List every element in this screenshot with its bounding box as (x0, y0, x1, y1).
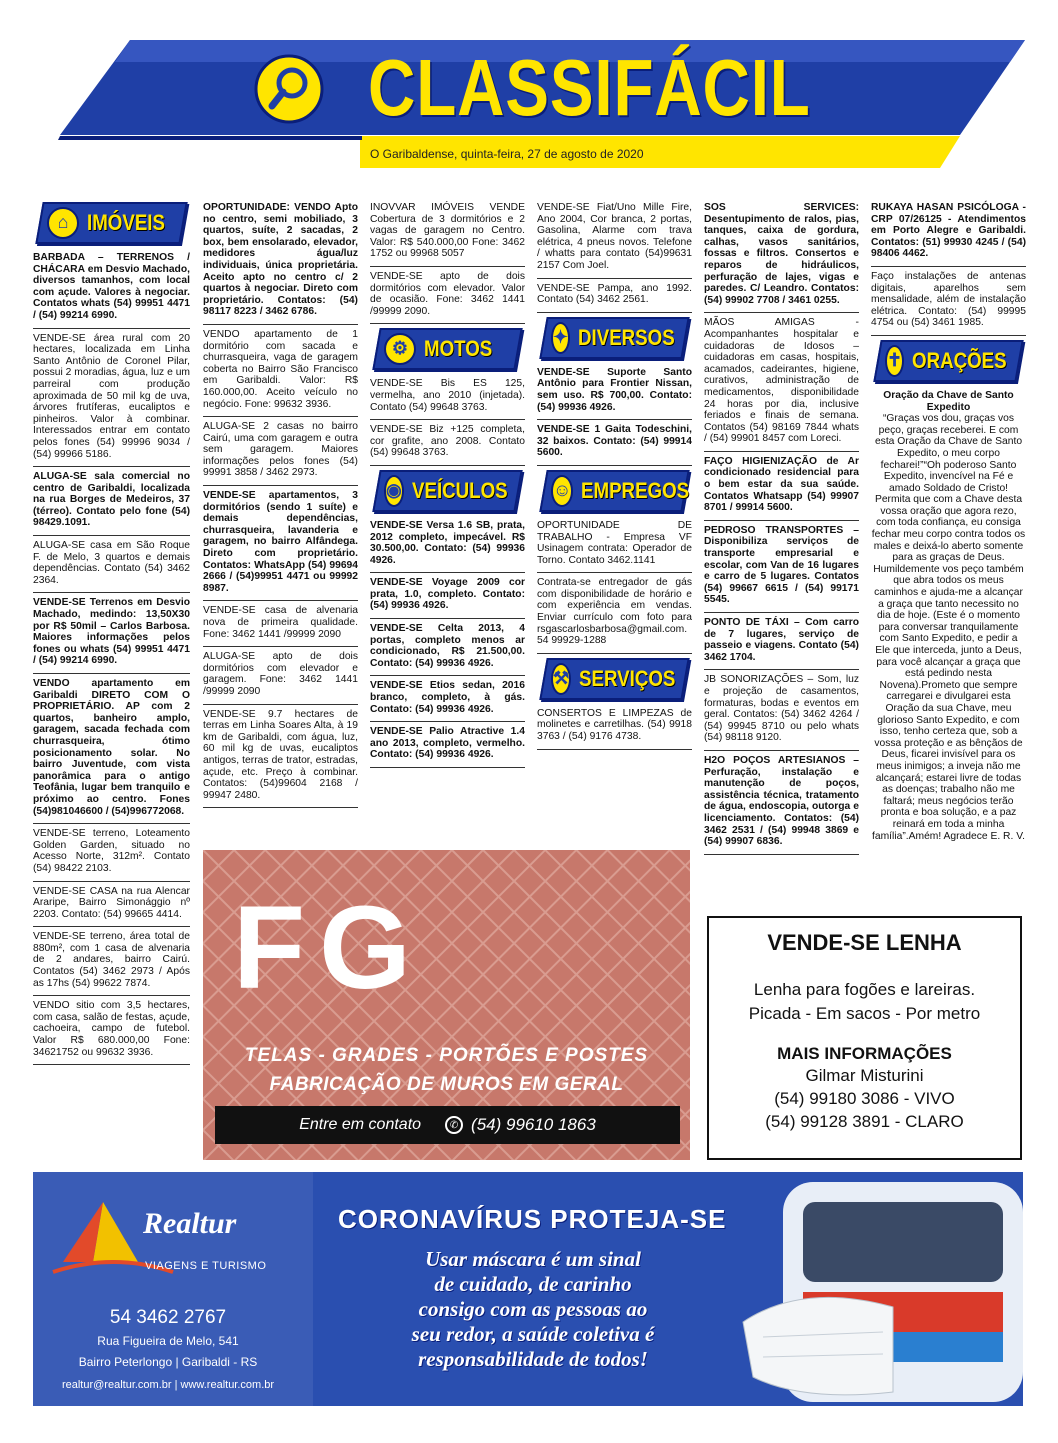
tools-icon: ✦ (551, 322, 570, 354)
classified-ad: Contrata-se entregador de gás com disponibilidade de horário e com experiência em vendas. Enviar currículo com foto para rsgascarlosbarbosa@gmail.com. 54 99929-1288 (537, 573, 692, 654)
classified-ad: Faço instalações de antenas digitais, aparelhos sem mensalidade, além de instalação elétrica. Contato: (54) 99995 4754 ou (54) 3461 1985. (871, 267, 1026, 336)
fg-advertisement (203, 850, 690, 1160)
lenha-name: Gilmar Misturini (805, 1066, 924, 1085)
classified-ad: SOS SERVICES: Desentupimento de ralos, pias, tanques, caixa de gordura, calhas, vasos sanitários, fossas e filtros. Consertos e reparos de hidráulicos, perfuração de lajes, vigas e paredes. C/ Leandro. Contatos: (54) 99902 7708 / 3461 0255. (704, 198, 859, 313)
classified-ad: PONTO DE TÁXI – Com carro de 7 lugares, serviço de passeio e viagens. Contato (54) 3462 1704. (704, 613, 859, 670)
classified-ad: H2O POÇOS ARTESIANOS – Perfuração, instalação e manutenção de poços, assistência técnica, tratamento de água, endoscopia, outorga e licenciamento. Contatos: (54) 3462 2531 / (54) 99948 3869 e (54) 99907 6836. (704, 751, 859, 855)
fg-contact-bar (215, 1106, 680, 1144)
classified-ad: VENDE-SE Palio Atractive 1.4 ano 2013, completo, vermelho. Contato: (54) 99936 4926. (370, 722, 525, 768)
bus-with-mask-image (723, 1172, 1023, 1406)
realtur-address: Rua Figueira de Melo, 541 (97, 1334, 239, 1348)
fg-phone: (54) 99610 1863 (471, 1115, 596, 1134)
section-title: SERVIÇOS (579, 666, 676, 692)
search-icon (252, 52, 326, 126)
classified-ad: PEDROSO TRANSPORTES – Disponibiliza serviços de transporte empresarial e escolar, com Van de 16 lugares e carro de 5 lugares. Contatos (54) 99667 6615 / (54) 99171 5545. (704, 521, 859, 613)
classified-ad: VENDE-SE Terrenos em Desvio Machado, medindo: 13,50X30 por R$ 50mil – Carlos Barbosa. Maiores informações pelos fones ou whats (54) 99951 4471 / (54) 99214 6990. (33, 593, 190, 674)
section-empregos (539, 470, 689, 512)
prayer (871, 386, 1026, 848)
section-title: IMÓVEIS (87, 210, 165, 236)
classified-ad: VENDE-SE terreno, área total de 880m², com 1 casa de alvenaria de 2 andares, bairro Cairú. Contatos (54) 3462 2973 / Após as 17hs (54) 99622 7874. (33, 927, 190, 996)
lenha-phone: (54) 99180 3086 - VIVO (774, 1089, 955, 1108)
classified-ad: ALUGA-SE sala comercial no centro de Garibaldi, localizada na rua Borges de Medeiros, 37 (térreo). Contato pelo fone (54) 98429.1091. (33, 467, 190, 536)
prayer-title: Oração da Chave de Santo Expedito (883, 389, 1014, 413)
classified-ad: VENDE-SE Pampa, ano 1992. Contato (54) 3462 2561. (537, 279, 692, 313)
realtur-address: Bairro Peterlongo | Garibaldi - RS (78, 1355, 258, 1369)
section-title: EMPREGOS (581, 478, 690, 504)
section-servicos (539, 658, 689, 700)
classified-ad: VENDE-SE casa de alvenaria nova de primeira qualidade. Fone: 3462 1441 /99999 2090 (203, 601, 358, 647)
classified-ad: FAÇO HIGIENIZAÇÃO de Ar condicionado residencial para o bem estar da sua saúde. Contatos Whatsapp (54) 99907 8701 / 99914 5600. (704, 452, 859, 521)
section-title: ORAÇÕES (912, 348, 1007, 374)
classified-ad: OPORTUNIDADE DE TRABALHO - Empresa VF Usinagem contrata: Operador de Torno. Contato 3462.1141 (537, 516, 692, 573)
classified-ad: ALUGA-SE apto de dois dormitórios com elevador e garagem. Fone: 3462 1441 /99999 2090 (203, 647, 358, 704)
worker-icon: ☺ (551, 475, 573, 507)
lenha-advertisement (707, 916, 1022, 1160)
motorcycle-icon: ⚙ (384, 333, 416, 365)
realtur-tagline: VIAGENS E TURISMO (145, 1260, 267, 1272)
realtur-advertisement (33, 1172, 1023, 1406)
section-imoveis (35, 202, 187, 244)
classified-ad: VENDE-SE terreno, Loteamento Golden Garden, situado no Acesso Norte, 312m². Contato (54) 98422 2103. (33, 824, 190, 881)
classified-ad: OPORTUNIDADE: VENDO Apto no centro, semi mobiliado, 3 quartos, suíte, 2 sacadas, 2 box, bem ensolarado, elevador, medidores água/luz individuais, única proprietária. Aceito apto no centro c/ 2 quartos à negociar. Direto com proprietário. Contatos: (54) 98117 8223 / 3462 6786. (203, 198, 358, 325)
classified-ad: VENDO sitio com 3,5 hectares, com casa, salão de festas, açude, cachoeira, campo de futebol. Valor R$ 680.000,00 Fone: 34621752 ou 99632 3936. (33, 996, 190, 1065)
classified-ad: VENDO apartamento em Garibaldi DIRETO COM O PROPRIETÁRIO. AP com 2 quartos, banheiro amplo, garagem, sacada fechada com churrasqueira, ótimo posicionamento solar. No bairro Juventude, com vista panorâmica para o antigo Teofânia, lugar bem tranquilo e próximo ao centro. Fones (54)981046600 / (54)996772068. (33, 674, 190, 824)
message-line: Usar máscara é um sinal (425, 1247, 641, 1271)
classified-ad: CONSERTOS E LIMPEZAS de molinetes e carretilhas. (54) 9918 3763 / (54) 9176 4738. (537, 704, 692, 750)
classified-ad: INOVVAR IMÓVEIS VENDE Cobertura de 3 dormitórios e 2 vagas de garagem no Centro. Valor: R$ 540.000,00 Fone: 3462 1752 ou 99968 5057 (370, 198, 525, 267)
classified-ad: VENDE-SE Versa 1.6 SB, prata, 2012 completo, impecável. R$ 30.500,00. Contato: (54) 99936 4926. (370, 516, 525, 573)
prayer-text: “Graças vos dou, graças vos peço, graças receberei. E com esta Oração da Chave de Santo Expedito, o meu corpo fecharei!”“Oh poderoso Santo Expedito, invencível na Fé e amado Soldado de Cristo! Permita que com a Chave desta vossa oração que agora rezo, com toda confiança, eu consiga fechar meu corpo contra todos os males e deixá-lo aberto somente para as graças de Deus. Humildemente vos peço também que abra todos os meus caminhos e ajuda-me a alcançar a graça que tanto necessito no dia de hoje. (Este é o momento para conversar tranquilamente com Santo Expedito, e pedir a Ele que interceda, junto a Deus, para você alcançar a graça que está pedindo nesta Novena).Prometo que sempre carregarei e divulgarei esta Oração da sua Chave, meu glorioso Santo Expedito, e com isso, tenho certeza que, sob a vossa proteção e as bênçãos de Deus, ficarei invisível para os meus inimigos; a inveja não me alcançará; estarei livre de todas as doenças; trabalho não me faltará; meus negócios terão pronta e boa solução, e a paz reinará em toda a minha família”.Amém! Agradece E. R. V. (871, 413, 1026, 842)
classified-ad: VENDE-SE Suporte Santo Antônio para Frontier Nissan, sem uso. R$ 700,00. Contato: (54) 99936 4926. (537, 363, 692, 420)
section-oracoes (873, 340, 1023, 382)
page-title: CLASSIFÁCIL (368, 43, 811, 132)
classified-ad: VENDE-SE Biz +125 completa, cor grafite, ano 2008. Contato (54) 99648 3763. (370, 420, 525, 466)
classified-ad: VENDE-SE 1 Gaita Todeschini, 32 baixos. Contato: (54) 99914 5600. (537, 420, 692, 466)
fg-service: FABRICAÇÃO DE MUROS EM GERAL (269, 1074, 624, 1095)
fg-products: TELAS - GRADES - PORTÕES E POSTES (244, 1045, 649, 1066)
issue-date: O Garibaldense, quinta-feira, 27 de agosto de 2020 (370, 147, 644, 161)
classified-ad: VENDE-SE área rural com 20 hectares, localizada em Linha Santo Antônio de Coronel Pilar, possui 2 moradias, água, luz e um parreiral com produção aproximada de 50 mil kg de uva, árvores frutíferas, eucaliptos e pinheiros. Valor à combinar. Interessados entrar em contato pelos fones (54) 99996 9034 / (54) 99966 5186. (33, 329, 190, 468)
lenha-phone: (54) 99128 3891 - CLARO (765, 1112, 964, 1131)
classified-ad: BARBADA – TERRENOS / CHÁCARA em Desvio Machado, diversos tamanhos, com local com açude. Valores à negociar. Contatos whats (54) 99951 4471 / (54) 99214 6990. (33, 248, 190, 329)
house-icon: ⌂ (47, 207, 79, 239)
classified-ad: VENDE-SE CASA na rua Alencar Araripe, Bairro Simonággio nº 2203. Contato: (54) 99665 4414. (33, 882, 190, 928)
classified-ad: JB SONORIZAÇÕES – Som, luz e projeção de casamentos, formaturas, bodas e eventos em geral. Contatos: (54) 3462 4264 / (54) 99945 8710 ou pelo whats (54) 98118 9120. (704, 670, 859, 751)
fg-contact-label: Entre em contato (299, 1116, 422, 1133)
section-veiculos (372, 470, 522, 512)
lenha-desc: Lenha para fogões e lareiras. (753, 980, 976, 999)
classified-ad: VENDE-SE Bis ES 125, vermelha, ano 2010 (injetada). Contato (54) 99648 3763. (370, 374, 525, 420)
classified-ad: RUKAYA HASAN PSICÓLOGA - CRP 07/26125 - Atendimentos em Porto Alegre e Garibaldi. Contatos: (51) 99930 4245 / (54) 98406 4462. (871, 198, 1026, 267)
realtur-web: realtur@realtur.com.br | www.realtur.com.br (61, 1379, 275, 1391)
phone-icon: ✆ (445, 1116, 463, 1134)
realtur-phone: 54 3462 2767 (109, 1307, 227, 1328)
classified-ad: VENDE-SE Voyage 2009 cor prata, 1.0, completo. Contato: (54) 99936 4926. (370, 573, 525, 619)
fg-logo: FG (233, 882, 425, 1014)
message-line: responsabilidade de todos! (418, 1347, 648, 1371)
lenha-desc: Picada - Em sacos - Por metro (748, 1004, 981, 1023)
realtur-message (363, 1247, 703, 1372)
classified-ad: MÃOS AMIGAS - Acompanhantes hospitalar e cuidadoras de Idosos – cuidadoras em casas, hospitais, acamados, cadeirantes, higiene, curativos, administração de medicamentos, disponibilidade 24 horas por dia, inclusive feriados e finais de semana. Contatos (54) 98169 7844 whats / (54) 99901 8457 com Loreci. (704, 313, 859, 452)
classified-ad: VENDE-SE apto de dois dormitórios com elevador. Valor de ocasião. Fone: 3462 1441 /99999 2090. (370, 267, 525, 324)
column-2 (203, 198, 358, 808)
classified-ad: ALUGA-SE 2 casas no bairro Cairú, uma com garagem e outra sem garagem. Maiores informações pelos fones (54) 99991 3858 / 3462 2973. (203, 417, 358, 486)
page-header (0, 0, 1058, 190)
classified-ad: ALUGA-SE casa em São Roque F. de Melo, 3 quartos e demais dependências. Contato (54) 3462 2364. (33, 536, 190, 593)
classified-ad: VENDO apartamento de 1 dormitório com sacada e churrasqueira, vaga de garagem coberta no Bairro São Francisco em Garibaldi. Valor: R$ 160.000,00. Aceito veículo no negócio. Fone: 99632 3936. (203, 325, 358, 417)
classified-ad: VENDE-SE Etios sedan, 2016 branco, completo, à gás. Contato: (54) 99936 4926. (370, 676, 525, 722)
section-title: VEÍCULOS (411, 478, 508, 504)
column-3 (370, 198, 525, 768)
column-1 (33, 198, 190, 1065)
column-6 (871, 198, 1026, 848)
message-line: de cuidado, de carinho (434, 1272, 632, 1296)
column-5 (704, 198, 859, 855)
classified-ad: VENDE-SE Fiat/Uno Mille Fire, Ano 2004, Cor branca, 2 portas, Gasolina, Alarme com trava elétrica, 4 pneus novos. Telefone / whatts para contato (54)99631 2157 Com Joel. (537, 198, 692, 279)
classified-ad: VENDE-SE 9.7 hectares de terras em Linha Soares Alta, à 19 km de Garibaldi, com água, luz, 60 mil kg de uvas, eucaliptos antigos, terras de trator, estradas, açude, etc. Preço à combinar. Contatos: (54)99604 2168 / 99947 2480. (203, 705, 358, 809)
classified-ad: VENDE-SE apartamentos, 3 dormitórios (sendo 1 suíte) e demais dependências, churrasqueira, lavanderia e garagem, no bairro Alfândega. Direto com proprietário. Contatos: WhatsApp (54) 99694 2666 / (54)99951 4471 ou 99992 8987. (203, 486, 358, 601)
section-title: DIVERSOS (578, 324, 675, 350)
car-icon: ◉ (384, 475, 404, 507)
section-title: MOTOS (424, 336, 493, 362)
wrench-icon: ⚒ (551, 663, 571, 695)
column-4 (537, 198, 692, 750)
realtur-logo: Realtur (143, 1207, 237, 1240)
section-motos (372, 328, 522, 370)
classified-ad: VENDE-SE Celta 2013, 4 portas, completo menos ar condicionado, R$ 21.500,00. Contato: (54) 99936 4926. (370, 619, 525, 676)
lenha-info-title: MAIS INFORMAÇÕES (777, 1044, 952, 1063)
lenha-title: VENDE-SE LENHA (767, 930, 962, 955)
message-line: seu redor, a saúde coletiva é (411, 1322, 655, 1346)
section-diversos (539, 317, 689, 359)
message-line: consigo com as pessoas ao (418, 1297, 648, 1321)
realtur-campaign-title: CORONAVÍRUS PROTEJA-SE (338, 1204, 727, 1234)
cross-icon: ✝ (885, 345, 904, 377)
